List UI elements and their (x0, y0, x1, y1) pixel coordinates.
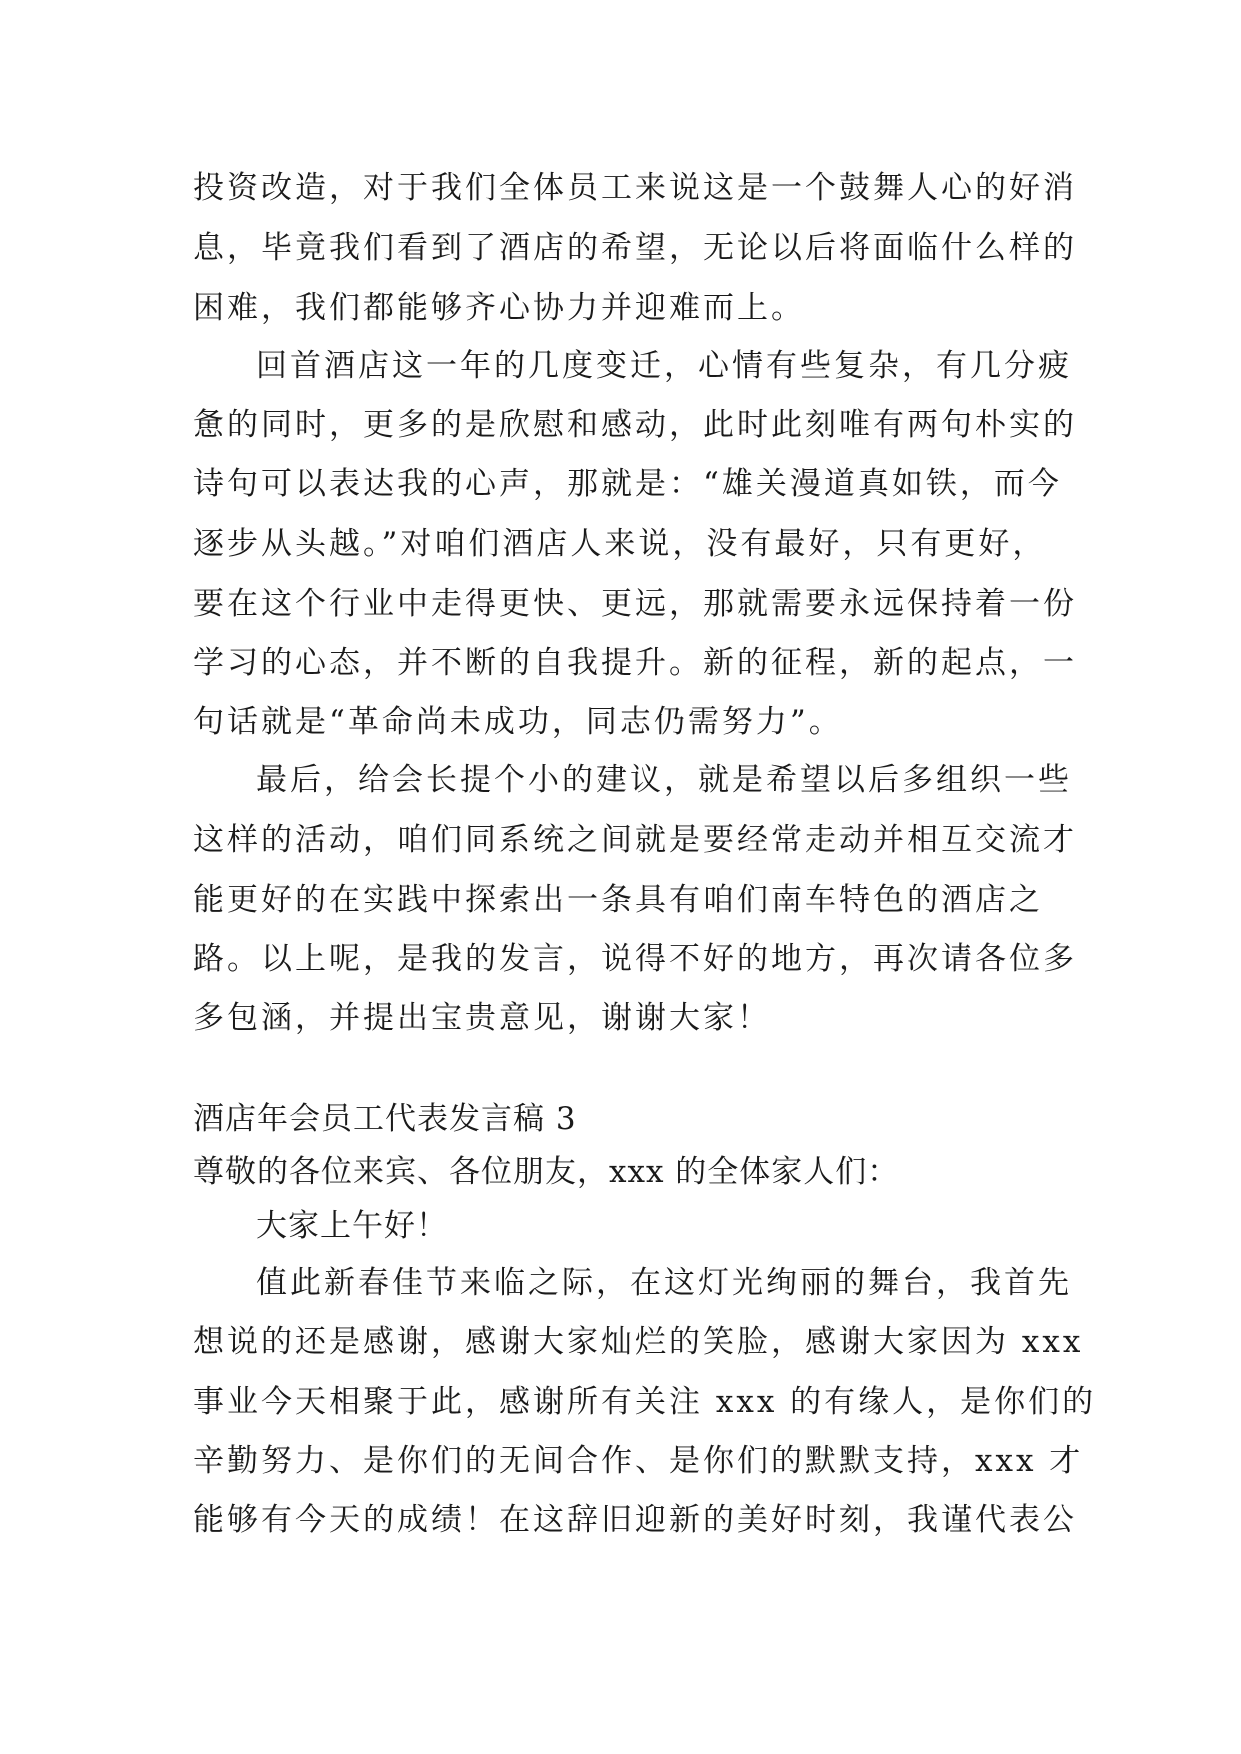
paragraph-line: 最后，给会长提个小的建议，就是希望以后多组织一些 (256, 762, 1072, 798)
paragraph-line: 回首酒店这一年的几度变迁，心情有些复杂，有几分疲 (256, 348, 1072, 384)
paragraph-line: 投资改造，对于我们全体员工来说这是一个鼓舞人心的好消 (193, 170, 1077, 206)
paragraph-line: 能够有今天的成绩！在这辞旧迎新的美好时刻，我谨代表公 (193, 1502, 1077, 1538)
paragraph-line: 要在这个行业中走得更快、更远，那就需要永远保持着一份 (193, 586, 1077, 622)
paragraph-line: 想说的还是感谢，感谢大家灿烂的笑脸，感谢大家因为 xxx (193, 1324, 1084, 1360)
paragraph-line: 事业今天相聚于此，感谢所有关注 xxx 的有缘人，是你们的 (193, 1384, 1097, 1420)
paragraph-line: 学习的心态，并不断的自我提升。新的征程，新的起点，一 (193, 645, 1077, 681)
paragraph-line: 惫的同时，更多的是欣慰和感动，此时此刻唯有两句朴实的 (193, 407, 1077, 443)
paragraph-line: 能更好的在实践中探索出一条具有咱们南车特色的酒店之 (193, 882, 1043, 918)
paragraph-line: 这样的活动，咱们同系统之间就是要经常走动并相互交流才 (193, 822, 1077, 858)
paragraph-line: 值此新春佳节来临之际，在这灯光绚丽的舞台，我首先 (256, 1265, 1072, 1301)
paragraph-line: 辛勤努力、是你们的无间合作、是你们的默默支持，xxx 才 (193, 1443, 1084, 1479)
paragraph-line: 多包涵，并提出宝贵意见，谢谢大家！ (193, 1000, 771, 1036)
salutation: 尊敬的各位来宾、各位朋友，xxx 的全体家人们： (193, 1154, 900, 1190)
paragraph-line: 逐步从头越。”对咱们酒店人来说，没有最好，只有更好， (193, 526, 1047, 562)
paragraph-line: 息，毕竟我们看到了酒店的希望，无论以后将面临什么样的 (193, 230, 1077, 266)
paragraph-line: 路。以上呢，是我的发言，说得不好的地方，再次请各位多 (193, 941, 1077, 977)
paragraph-line: 诗句可以表达我的心声，那就是：“雄关漫道真如铁，而今 (193, 466, 1062, 502)
paragraph-line: 困难，我们都能够齐心协力并迎难而上。 (193, 290, 805, 326)
section-title: 酒店年会员工代表发言稿 3 (193, 1101, 577, 1137)
greeting: 大家上午好！ (256, 1208, 448, 1244)
paragraph-line: 句话就是“革命尚未成功，同志仍需努力”。 (193, 704, 843, 740)
